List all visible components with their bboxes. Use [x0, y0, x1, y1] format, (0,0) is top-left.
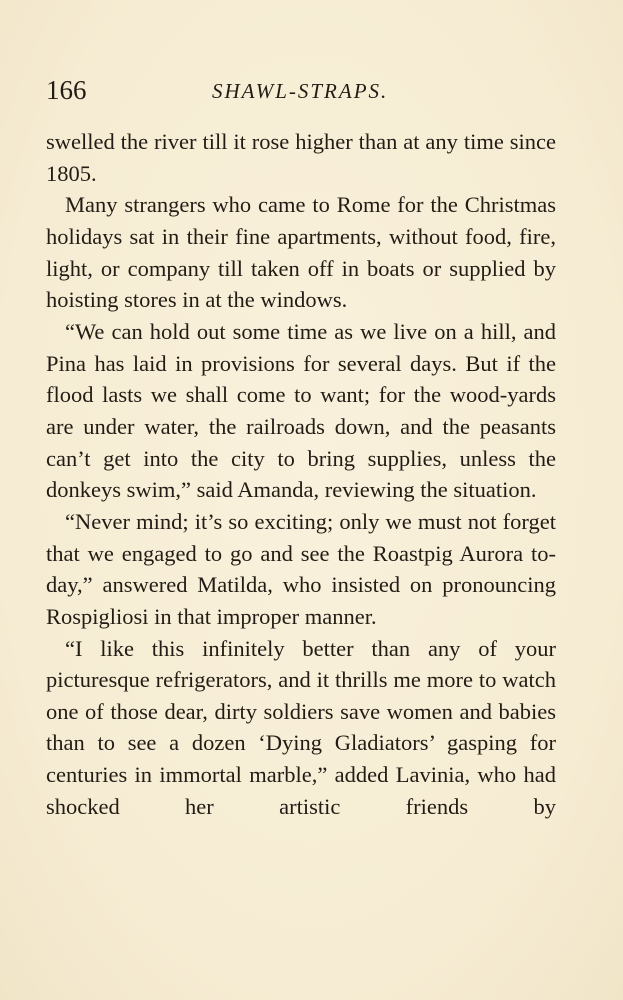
page-number: 166: [46, 75, 87, 105]
paragraph: “We can hold out some time as we live on a hill, and Pina has laid in provisions for several days. But if the flood lasts we shall come to want; for the wood-yards are under water, the railroads down, and the peasants can’t get into the city to bring supplies, unless the donkeys swim,” said Amanda, reviewing the situation.: [46, 318, 556, 503]
paragraph: “Never mind; it’s so exciting; only we must not forget that we engaged to go and see the Roastpig Aurora to-day,” answered Matilda, who insisted on pronouncing Rospigliosi in that improper manner.: [46, 508, 556, 629]
paragraph: Many strangers who came to Rome for the Christmas holidays sat in their fine apartments, without food, fire, light, or company till taken off in boats or supplied by hoisting stores in at the windows.: [46, 192, 556, 313]
page-header: [46, 70, 556, 110]
paragraph: “I like this infinitely better than any of your picturesque refrigerators, and it thrills me more to watch one of those dear, dirty soldiers save women and babies than to see a dozen ‘Dying Gladiators’ gasping for centuries in immortal marble,” added Lavinia, who had shocked her artistic friends by: [46, 635, 556, 819]
body-text: [46, 126, 556, 822]
paragraph: swelled the river till it rose higher than at any time since 1805.: [46, 129, 556, 186]
running-head: SHAWL-STRAPS.: [212, 79, 389, 103]
